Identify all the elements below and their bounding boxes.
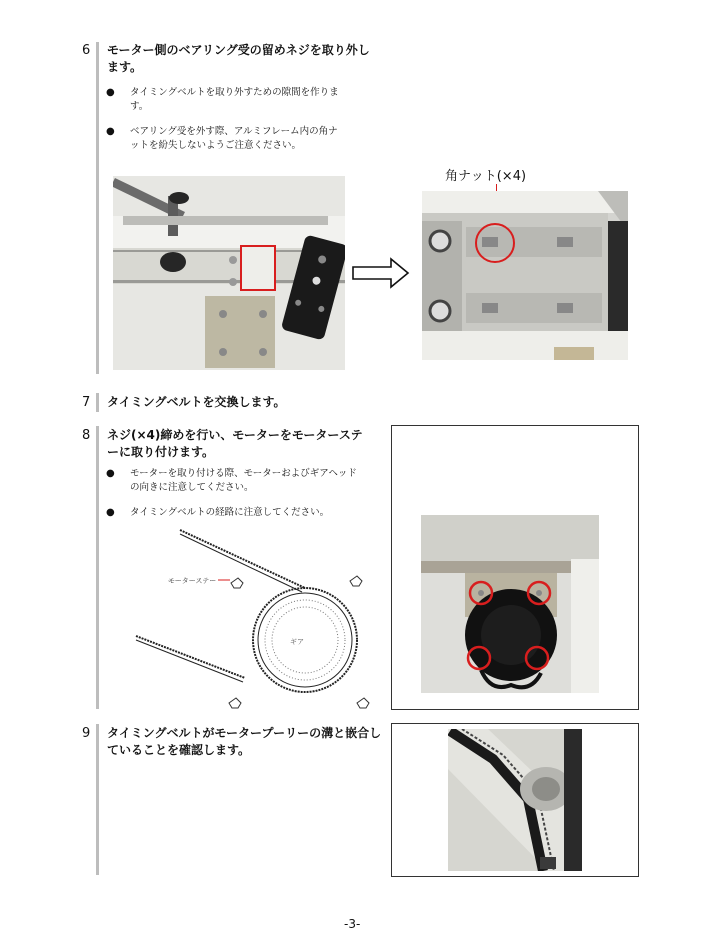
bullet-line: の向きに注意してください。 bbox=[130, 482, 254, 493]
bullet-dot: ● bbox=[106, 126, 115, 137]
pulley-photo bbox=[448, 729, 582, 871]
motor-photo-frame bbox=[391, 425, 639, 710]
step-title-line: ます。 bbox=[107, 60, 143, 74]
step-bar bbox=[96, 393, 99, 412]
bullet-line: ベアリング受を外す際、アルミフレーム内の角ナ bbox=[130, 126, 338, 137]
step-number: 9 bbox=[82, 726, 91, 741]
bullet-item bbox=[106, 506, 330, 520]
closeup-photo bbox=[422, 191, 628, 360]
bullet-line: す。 bbox=[130, 101, 149, 112]
step-title-line: モーター側のベアリング受の留めネジを取り外し bbox=[107, 43, 370, 57]
arrow-right-icon bbox=[351, 257, 411, 289]
step-title-line: ーに取り付けます。 bbox=[107, 445, 215, 459]
step-title-line: ネジ(×4)締めを行い、モーターをモーターステ bbox=[107, 428, 363, 442]
step-title-line: ていることを確認します。 bbox=[107, 743, 251, 757]
bullet-dot: ● bbox=[106, 468, 115, 479]
pulley-photo-frame bbox=[391, 723, 639, 877]
step-title bbox=[107, 725, 381, 759]
step-title bbox=[107, 42, 370, 76]
step-title bbox=[107, 427, 363, 461]
step-title bbox=[107, 394, 286, 411]
step-title-line: タイミングベルトを交換します。 bbox=[107, 395, 286, 409]
bullet-line: タイミングベルトを取り外すための隙間を作りま bbox=[130, 87, 339, 98]
step-number: 6 bbox=[82, 43, 91, 58]
step-bar bbox=[96, 42, 99, 374]
step-bar bbox=[96, 724, 99, 875]
bullet-line: タイミングベルトの経路に注意してください。 bbox=[130, 507, 330, 518]
step-number: 7 bbox=[82, 395, 91, 410]
bullet-item bbox=[106, 86, 339, 114]
bullet-dot: ● bbox=[106, 507, 115, 518]
callout-label: 角ナット(×4) bbox=[445, 169, 527, 184]
bullet-dot: ● bbox=[106, 87, 115, 98]
bullet-item bbox=[106, 467, 357, 495]
diagram-pulley-label: ギア bbox=[290, 638, 304, 646]
assembly-photo bbox=[113, 176, 345, 370]
bullet-item bbox=[106, 125, 338, 153]
step-title-line: タイミングベルトがモータープーリーの溝と嵌合し bbox=[107, 726, 382, 740]
step-number: 8 bbox=[82, 428, 91, 443]
page-number: -3- bbox=[344, 917, 361, 931]
bullet-line: ットを紛失しないようご注意ください。 bbox=[130, 140, 302, 151]
belt-routing-diagram bbox=[130, 528, 370, 710]
motor-photo bbox=[421, 515, 599, 693]
step-bar bbox=[96, 426, 99, 709]
bullet-line: モーターを取り付ける際、モーターおよびギアヘッド bbox=[130, 468, 357, 479]
diagram-stay-label: モーターステー bbox=[168, 577, 217, 585]
